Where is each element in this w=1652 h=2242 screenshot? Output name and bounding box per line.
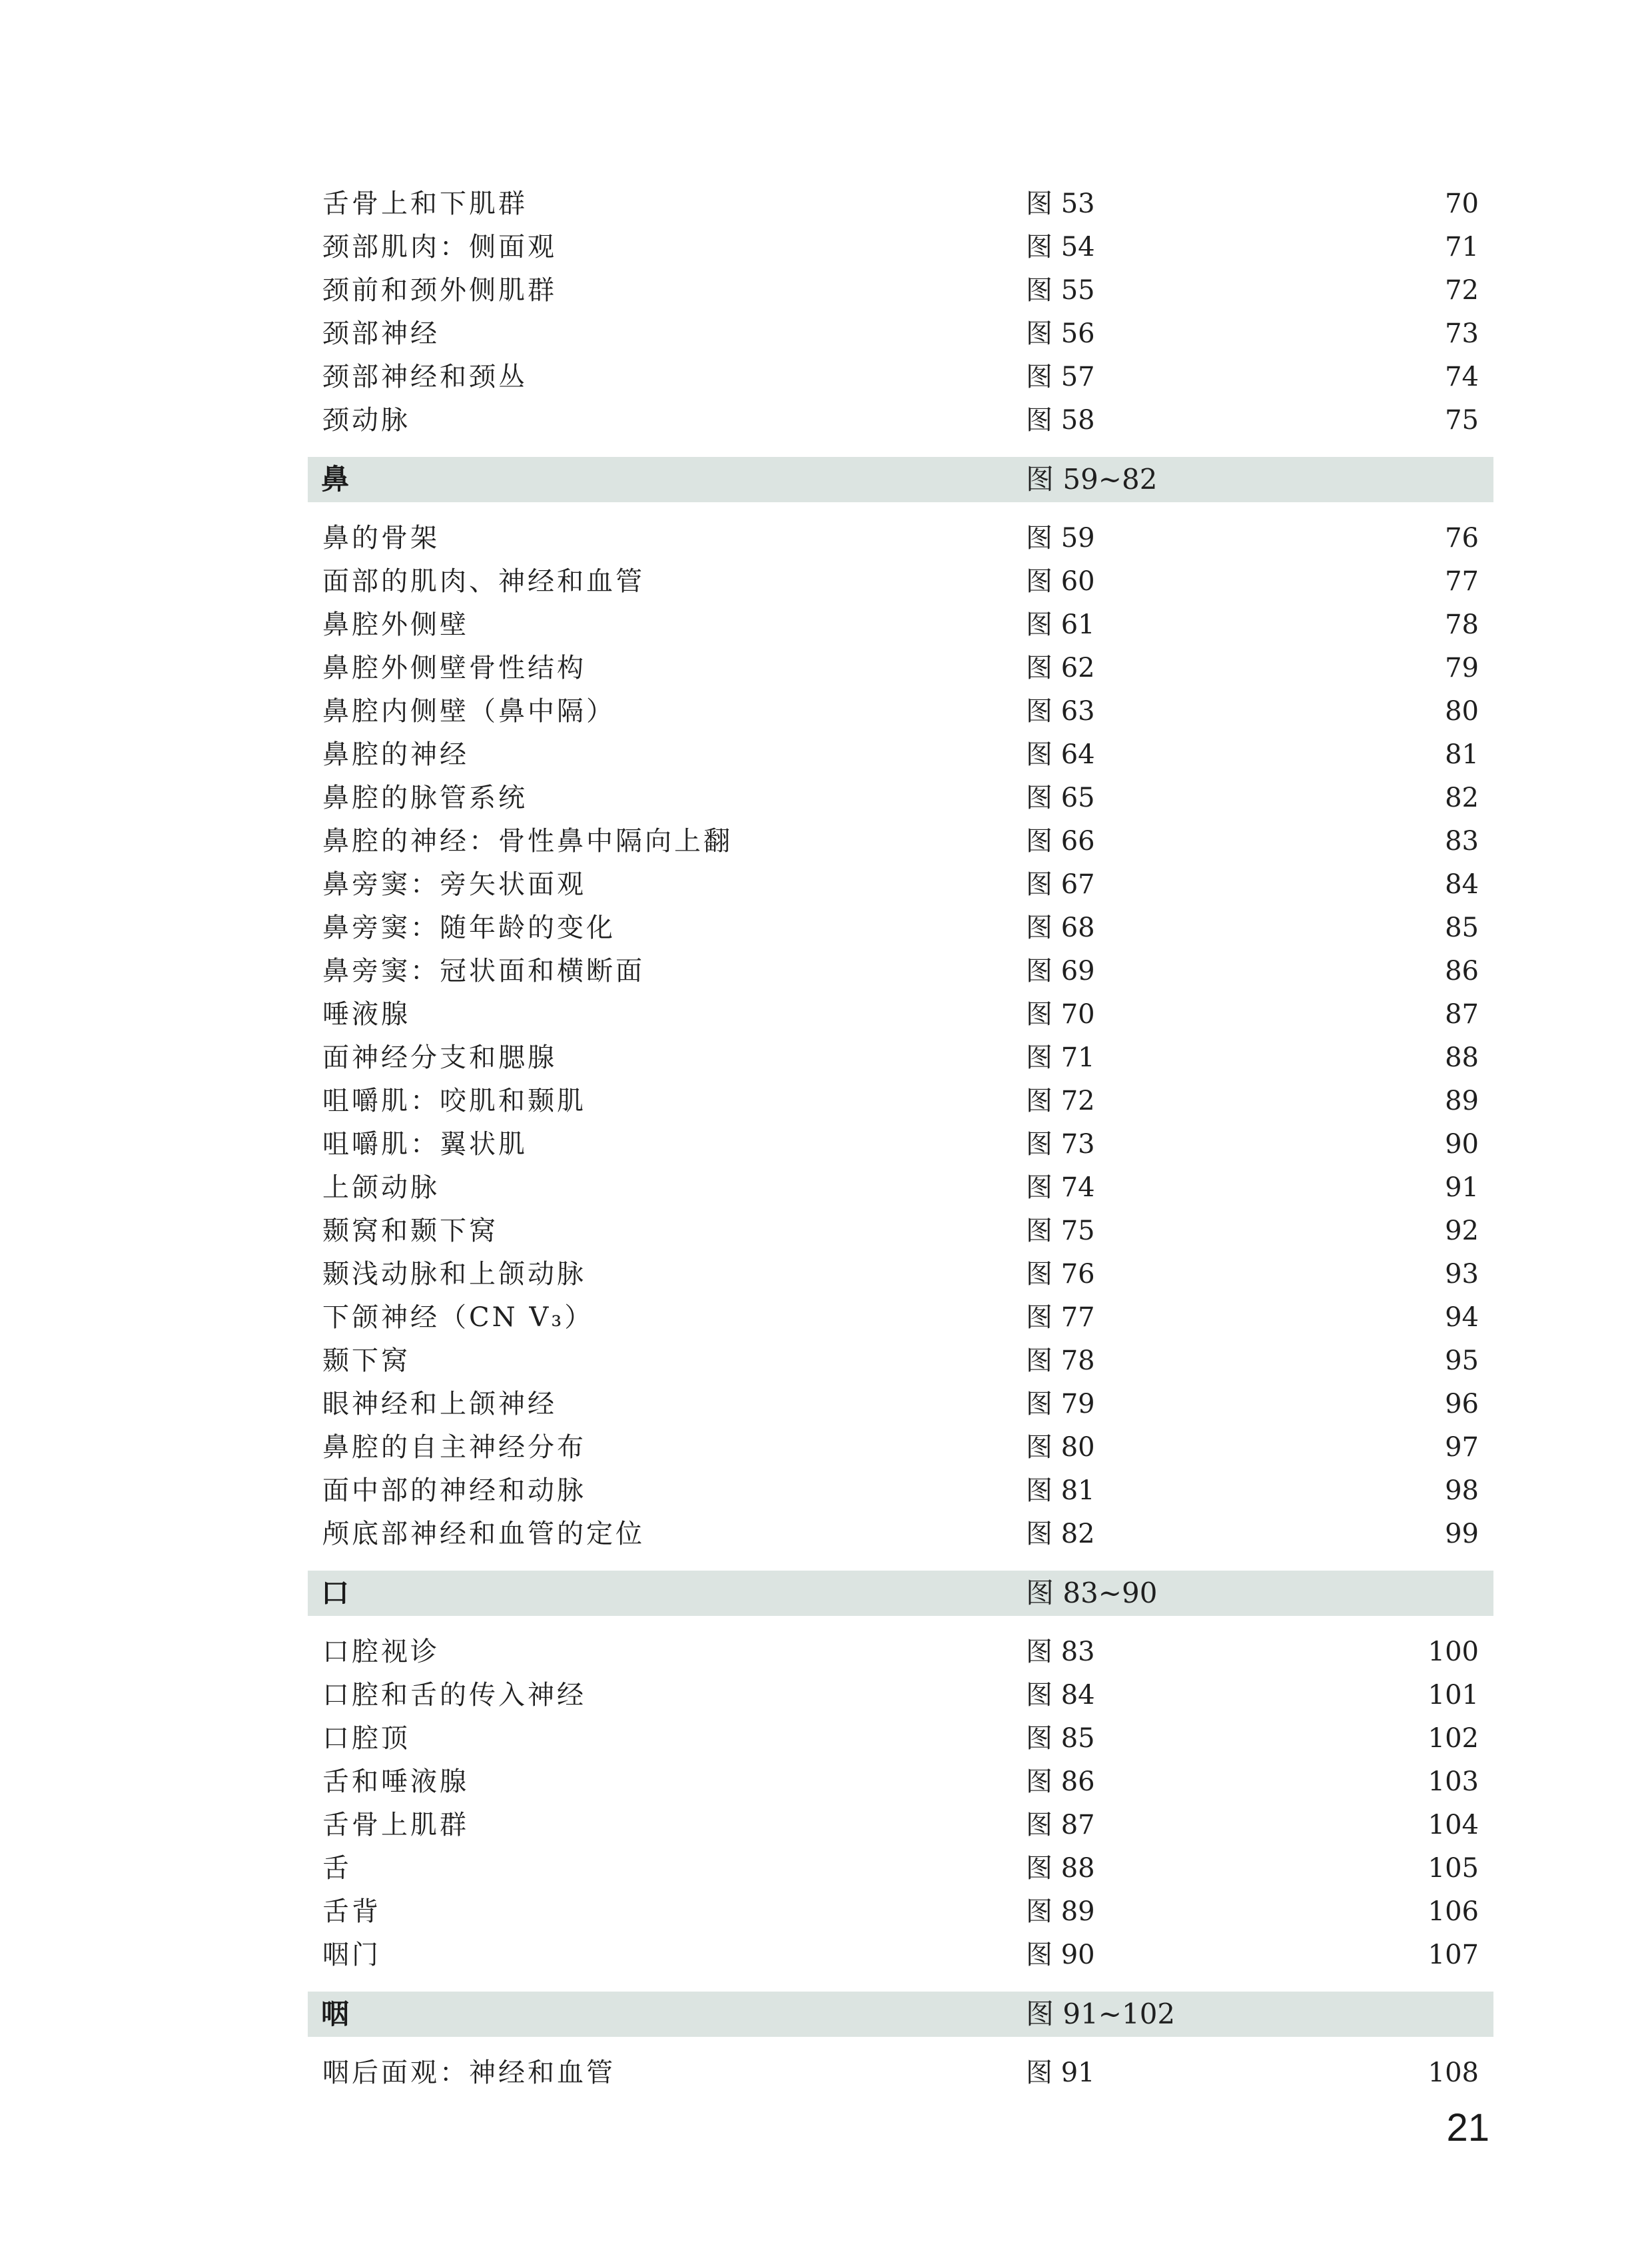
toc-entry bbox=[308, 2052, 1493, 2095]
section-title: 鼻 bbox=[321, 463, 350, 496]
section-figure-range: 图 91~102 bbox=[1026, 1998, 1176, 2030]
toc-entry bbox=[308, 1847, 1493, 1890]
entry-title: 咽门 bbox=[322, 1940, 381, 1970]
toc-entry bbox=[308, 820, 1493, 863]
entry-figure: 图 54 bbox=[1026, 232, 1095, 262]
entry-page: 108 bbox=[1428, 2057, 1479, 2088]
toc-entry bbox=[308, 560, 1493, 603]
toc-entry bbox=[308, 1631, 1493, 1674]
entry-page: 83 bbox=[1445, 826, 1479, 857]
entry-page: 85 bbox=[1445, 913, 1479, 943]
toc-entry bbox=[308, 777, 1493, 820]
entry-title: 上颌动脉 bbox=[322, 1172, 440, 1203]
toc-entry bbox=[308, 356, 1493, 399]
entry-title: 咽后面观：神经和血管 bbox=[322, 2057, 616, 2088]
entry-figure: 图 65 bbox=[1026, 783, 1095, 813]
entry-page: 79 bbox=[1445, 653, 1479, 683]
toc-entry bbox=[308, 1253, 1493, 1296]
entry-page: 76 bbox=[1445, 523, 1479, 554]
entry-title: 咀嚼肌：咬肌和颞肌 bbox=[322, 1086, 586, 1116]
entry-page: 91 bbox=[1445, 1172, 1479, 1203]
toc-entry bbox=[308, 1760, 1493, 1804]
entry-page: 100 bbox=[1428, 1637, 1479, 1667]
entry-page: 75 bbox=[1445, 405, 1479, 436]
section-figure-range: 图 59~82 bbox=[1026, 463, 1158, 496]
entry-page: 90 bbox=[1445, 1129, 1479, 1160]
entry-figure: 图 78 bbox=[1026, 1345, 1095, 1376]
entry-title: 颈部神经 bbox=[322, 318, 440, 349]
entry-figure: 图 63 bbox=[1026, 696, 1095, 727]
entry-figure: 图 90 bbox=[1026, 1940, 1095, 1970]
entry-figure: 图 88 bbox=[1026, 1853, 1095, 1884]
entry-figure: 图 85 bbox=[1026, 1723, 1095, 1754]
entry-title: 颈部肌肉：侧面观 bbox=[322, 232, 557, 262]
entry-title: 颈前和颈外侧肌群 bbox=[322, 275, 557, 306]
entry-page: 98 bbox=[1445, 1475, 1479, 1506]
toc-entry bbox=[308, 647, 1493, 690]
entry-figure: 图 81 bbox=[1026, 1475, 1095, 1506]
entry-title: 鼻腔的神经：骨性鼻中隔向上翻 bbox=[322, 826, 733, 857]
page-number: 21 bbox=[1446, 2106, 1489, 2149]
entry-title: 唾液腺 bbox=[322, 999, 410, 1030]
entry-figure: 图 55 bbox=[1026, 275, 1095, 306]
toc-entry bbox=[308, 1469, 1493, 1513]
entry-page: 104 bbox=[1428, 1810, 1479, 1840]
entry-title: 眼神经和上颌神经 bbox=[322, 1389, 557, 1419]
entry-title: 鼻腔外侧壁骨性结构 bbox=[322, 653, 586, 683]
entry-list-neck bbox=[308, 183, 1493, 442]
entry-figure: 图 89 bbox=[1026, 1896, 1095, 1927]
entry-page: 93 bbox=[1445, 1259, 1479, 1290]
entry-page: 106 bbox=[1428, 1896, 1479, 1927]
entry-title: 口腔视诊 bbox=[322, 1637, 440, 1667]
entry-figure: 图 82 bbox=[1026, 1519, 1095, 1549]
toc-entry bbox=[308, 733, 1493, 777]
entry-page: 84 bbox=[1445, 869, 1479, 900]
toc-entry bbox=[308, 226, 1493, 269]
entry-figure: 图 72 bbox=[1026, 1086, 1095, 1116]
entry-figure: 图 77 bbox=[1026, 1302, 1095, 1333]
entry-page: 78 bbox=[1445, 609, 1479, 640]
section-figure-range: 图 83~90 bbox=[1026, 1577, 1158, 1609]
entry-figure: 图 91 bbox=[1026, 2057, 1095, 2088]
entry-title: 鼻腔的自主神经分布 bbox=[322, 1432, 586, 1463]
entry-figure: 图 53 bbox=[1026, 188, 1095, 219]
entry-page: 105 bbox=[1428, 1853, 1479, 1884]
entry-page: 103 bbox=[1428, 1766, 1479, 1797]
entry-figure: 图 79 bbox=[1026, 1389, 1095, 1419]
entry-figure: 图 60 bbox=[1026, 566, 1095, 597]
toc-entry bbox=[308, 183, 1493, 226]
entry-title: 口腔顶 bbox=[322, 1723, 410, 1754]
entry-figure: 图 68 bbox=[1026, 913, 1095, 943]
section-header-nose bbox=[308, 457, 1493, 502]
entry-figure: 图 62 bbox=[1026, 653, 1095, 683]
toc-entry bbox=[308, 1934, 1493, 1977]
entry-page: 99 bbox=[1445, 1519, 1479, 1549]
entry-page: 81 bbox=[1445, 739, 1479, 770]
entry-figure: 图 76 bbox=[1026, 1259, 1095, 1290]
toc-entry bbox=[308, 399, 1493, 442]
toc-entry bbox=[308, 603, 1493, 647]
toc-entry bbox=[308, 269, 1493, 312]
toc-entry bbox=[308, 517, 1493, 560]
toc-entry bbox=[308, 993, 1493, 1036]
toc-entry bbox=[308, 1890, 1493, 1934]
entry-page: 96 bbox=[1445, 1389, 1479, 1419]
toc-entry bbox=[308, 1123, 1493, 1166]
entry-page: 95 bbox=[1445, 1345, 1479, 1376]
entry-title: 颈部神经和颈丛 bbox=[322, 362, 528, 392]
entry-figure: 图 67 bbox=[1026, 869, 1095, 900]
section-header-mouth bbox=[308, 1571, 1493, 1616]
entry-figure: 图 56 bbox=[1026, 318, 1095, 349]
toc-entry bbox=[308, 907, 1493, 950]
entry-title: 下颌神经（CN V₃） bbox=[322, 1302, 594, 1333]
entry-figure: 图 83 bbox=[1026, 1637, 1095, 1667]
toc-entry bbox=[308, 950, 1493, 993]
entry-title: 舌和唾液腺 bbox=[322, 1766, 469, 1797]
toc-entry bbox=[308, 312, 1493, 356]
entry-title: 鼻腔内侧壁（鼻中隔） bbox=[322, 696, 616, 727]
toc-entry bbox=[308, 1717, 1493, 1760]
table-of-contents bbox=[308, 183, 1493, 2095]
entry-title: 舌骨上和下肌群 bbox=[322, 188, 528, 219]
entry-title: 鼻旁窦：冠状面和横断面 bbox=[322, 956, 645, 986]
toc-entry bbox=[308, 690, 1493, 733]
toc-entry bbox=[308, 1383, 1493, 1426]
entry-page: 70 bbox=[1445, 188, 1479, 219]
entry-page: 88 bbox=[1445, 1042, 1479, 1073]
section-header-pharynx bbox=[308, 1992, 1493, 2037]
entry-figure: 图 86 bbox=[1026, 1766, 1095, 1797]
toc-entry bbox=[308, 1513, 1493, 1556]
entry-title: 舌背 bbox=[322, 1896, 381, 1927]
entry-figure: 图 74 bbox=[1026, 1172, 1095, 1203]
entry-figure: 图 66 bbox=[1026, 826, 1095, 857]
entry-title: 鼻腔的脉管系统 bbox=[322, 783, 528, 813]
entry-figure: 图 71 bbox=[1026, 1042, 1095, 1073]
entry-title: 咀嚼肌：翼状肌 bbox=[322, 1129, 528, 1160]
entry-figure: 图 58 bbox=[1026, 405, 1095, 436]
entry-figure: 图 57 bbox=[1026, 362, 1095, 392]
entry-page: 97 bbox=[1445, 1432, 1479, 1463]
entry-page: 94 bbox=[1445, 1302, 1479, 1333]
entry-title: 面神经分支和腮腺 bbox=[322, 1042, 557, 1073]
entry-figure: 图 59 bbox=[1026, 523, 1095, 554]
entry-title: 舌 bbox=[322, 1853, 352, 1884]
entry-title: 面中部的神经和动脉 bbox=[322, 1475, 586, 1506]
entry-title: 颞下窝 bbox=[322, 1345, 410, 1376]
toc-entry bbox=[308, 1339, 1493, 1383]
entry-title: 颞窝和颞下窝 bbox=[322, 1216, 498, 1246]
entry-title: 鼻旁窦：随年龄的变化 bbox=[322, 913, 616, 943]
entry-title: 口腔和舌的传入神经 bbox=[322, 1680, 586, 1710]
entry-title: 鼻腔外侧壁 bbox=[322, 609, 469, 640]
entry-list-pharynx bbox=[308, 2052, 1493, 2095]
entry-figure: 图 73 bbox=[1026, 1129, 1095, 1160]
entry-page: 101 bbox=[1428, 1680, 1479, 1710]
entry-figure: 图 64 bbox=[1026, 739, 1095, 770]
entry-page: 80 bbox=[1445, 696, 1479, 727]
toc-entry bbox=[308, 1210, 1493, 1253]
entry-page: 89 bbox=[1445, 1086, 1479, 1116]
entry-page: 73 bbox=[1445, 318, 1479, 349]
entry-title: 鼻腔的神经 bbox=[322, 739, 469, 770]
entry-title: 鼻旁窦：旁矢状面观 bbox=[322, 869, 586, 900]
toc-entry bbox=[308, 863, 1493, 907]
entry-figure: 图 61 bbox=[1026, 609, 1095, 640]
entry-page: 86 bbox=[1445, 956, 1479, 986]
entry-figure: 图 84 bbox=[1026, 1680, 1095, 1710]
entry-page: 102 bbox=[1428, 1723, 1479, 1754]
entry-page: 72 bbox=[1445, 275, 1479, 306]
entry-page: 107 bbox=[1428, 1940, 1479, 1970]
entry-title: 鼻的骨架 bbox=[322, 523, 440, 554]
section-title: 咽 bbox=[321, 1998, 350, 2030]
entry-figure: 图 69 bbox=[1026, 956, 1095, 986]
entry-figure: 图 75 bbox=[1026, 1216, 1095, 1246]
entry-list-nose bbox=[308, 517, 1493, 1556]
entry-title: 颞浅动脉和上颌动脉 bbox=[322, 1259, 586, 1290]
entry-title: 颈动脉 bbox=[322, 405, 410, 436]
toc-entry bbox=[308, 1036, 1493, 1080]
toc-entry bbox=[308, 1080, 1493, 1123]
toc-entry bbox=[308, 1166, 1493, 1210]
entry-page: 92 bbox=[1445, 1216, 1479, 1246]
toc-entry bbox=[308, 1426, 1493, 1469]
entry-page: 87 bbox=[1445, 999, 1479, 1030]
entry-figure: 图 80 bbox=[1026, 1432, 1095, 1463]
entry-title: 面部的肌肉、神经和血管 bbox=[322, 566, 645, 597]
toc-entry bbox=[308, 1804, 1493, 1847]
entry-page: 71 bbox=[1445, 232, 1479, 262]
entry-figure: 图 70 bbox=[1026, 999, 1095, 1030]
entry-title: 颅底部神经和血管的定位 bbox=[322, 1519, 645, 1549]
toc-entry bbox=[308, 1674, 1493, 1717]
entry-page: 77 bbox=[1445, 566, 1479, 597]
entry-page: 74 bbox=[1445, 362, 1479, 392]
entry-list-mouth bbox=[308, 1631, 1493, 1977]
section-title: 口 bbox=[321, 1577, 350, 1609]
entry-figure: 图 87 bbox=[1026, 1810, 1095, 1840]
entry-title: 舌骨上肌群 bbox=[322, 1810, 469, 1840]
entry-page: 82 bbox=[1445, 783, 1479, 813]
toc-entry bbox=[308, 1296, 1493, 1339]
